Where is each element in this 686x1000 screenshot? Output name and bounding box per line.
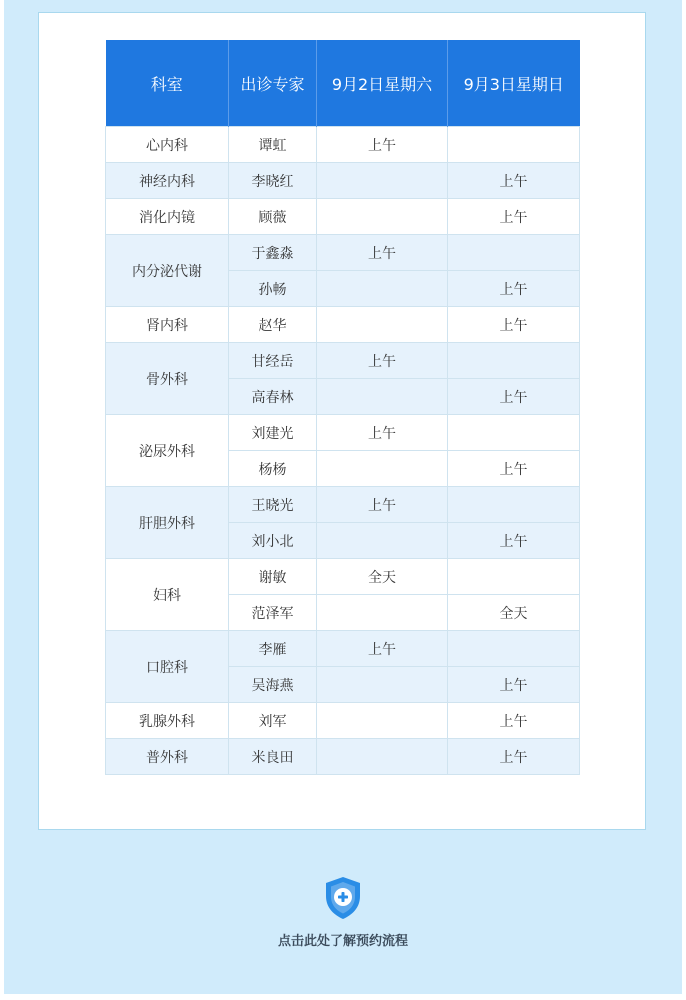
expert-cell: 杨杨: [229, 451, 317, 487]
expert-cell: 刘建光: [229, 415, 317, 451]
expert-cell: 顾薇: [229, 199, 317, 235]
expert-cell: 赵华: [229, 307, 317, 343]
department-cell: 肝胆外科: [106, 487, 229, 559]
day-1-cell: 上午: [317, 235, 448, 271]
appointment-process-link[interactable]: 点击此处了解预约流程: [277, 934, 408, 949]
expert-cell: 刘小北: [229, 523, 317, 559]
department-cell: 神经内科: [106, 163, 229, 199]
table-row: [106, 703, 580, 739]
table-row: [106, 307, 580, 343]
expert-cell: 刘军: [229, 703, 317, 739]
department-cell: 泌尿外科: [106, 415, 229, 487]
shield-plus-icon[interactable]: [324, 876, 362, 920]
expert-cell: 谢敏: [229, 559, 317, 595]
day-2-cell: 上午: [448, 163, 580, 199]
day-2-cell: [448, 235, 580, 271]
table-row: [106, 415, 580, 451]
day-1-cell: [317, 703, 448, 739]
schedule-table: [105, 40, 580, 775]
department-cell: 肾内科: [106, 307, 229, 343]
day-2-cell: 上午: [448, 667, 580, 703]
header-day-2: 9月3日星期日: [448, 40, 580, 127]
department-cell: 妇科: [106, 559, 229, 631]
day-1-cell: [317, 379, 448, 415]
department-cell: 口腔科: [106, 631, 229, 703]
day-2-cell: 上午: [448, 523, 580, 559]
day-2-cell: 上午: [448, 739, 580, 775]
department-cell: 骨外科: [106, 343, 229, 415]
table-row: [106, 343, 580, 379]
day-1-cell: 上午: [317, 127, 448, 163]
table-row: [106, 487, 580, 523]
table-row: [106, 559, 580, 595]
day-1-cell: 上午: [317, 487, 448, 523]
day-2-cell: 全天: [448, 595, 580, 631]
day-1-cell: [317, 595, 448, 631]
day-2-cell: [448, 127, 580, 163]
expert-cell: 范泽军: [229, 595, 317, 631]
schedule-table-body: [106, 127, 580, 775]
header-expert: 出诊专家: [229, 40, 317, 127]
expert-cell: 甘经岳: [229, 343, 317, 379]
table-row: [106, 199, 580, 235]
department-cell: 乳腺外科: [106, 703, 229, 739]
day-2-cell: 上午: [448, 451, 580, 487]
schedule-card: [38, 12, 646, 830]
page-background: [4, 0, 682, 994]
day-1-cell: 上午: [317, 631, 448, 667]
day-1-cell: 全天: [317, 559, 448, 595]
footer: [4, 876, 682, 949]
day-1-cell: 上午: [317, 343, 448, 379]
expert-cell: 李晓红: [229, 163, 317, 199]
day-2-cell: [448, 487, 580, 523]
department-cell: 心内科: [106, 127, 229, 163]
day-1-cell: [317, 451, 448, 487]
table-row: [106, 163, 580, 199]
table-row: [106, 127, 580, 163]
day-1-cell: [317, 739, 448, 775]
day-1-cell: [317, 271, 448, 307]
expert-cell: 谭虹: [229, 127, 317, 163]
day-2-cell: 上午: [448, 307, 580, 343]
department-cell: 消化内镜: [106, 199, 229, 235]
day-1-cell: [317, 199, 448, 235]
table-row: [106, 739, 580, 775]
day-2-cell: [448, 631, 580, 667]
expert-cell: 王晓光: [229, 487, 317, 523]
day-1-cell: [317, 163, 448, 199]
day-2-cell: 上午: [448, 379, 580, 415]
expert-cell: 米良田: [229, 739, 317, 775]
day-1-cell: [317, 523, 448, 559]
day-2-cell: 上午: [448, 703, 580, 739]
expert-cell: 孙畅: [229, 271, 317, 307]
expert-cell: 于鑫淼: [229, 235, 317, 271]
header-day-1: 9月2日星期六: [317, 40, 448, 127]
day-2-cell: [448, 559, 580, 595]
day-2-cell: [448, 415, 580, 451]
day-1-cell: [317, 667, 448, 703]
table-header-row: [106, 40, 580, 127]
header-department: 科室: [106, 40, 229, 127]
day-2-cell: 上午: [448, 271, 580, 307]
expert-cell: 李雁: [229, 631, 317, 667]
day-1-cell: [317, 307, 448, 343]
day-1-cell: 上午: [317, 415, 448, 451]
expert-cell: 高春林: [229, 379, 317, 415]
department-cell: 普外科: [106, 739, 229, 775]
table-row: [106, 235, 580, 271]
day-2-cell: 上午: [448, 199, 580, 235]
day-2-cell: [448, 343, 580, 379]
department-cell: 内分泌代谢: [106, 235, 229, 307]
table-row: [106, 631, 580, 667]
expert-cell: 吴海燕: [229, 667, 317, 703]
